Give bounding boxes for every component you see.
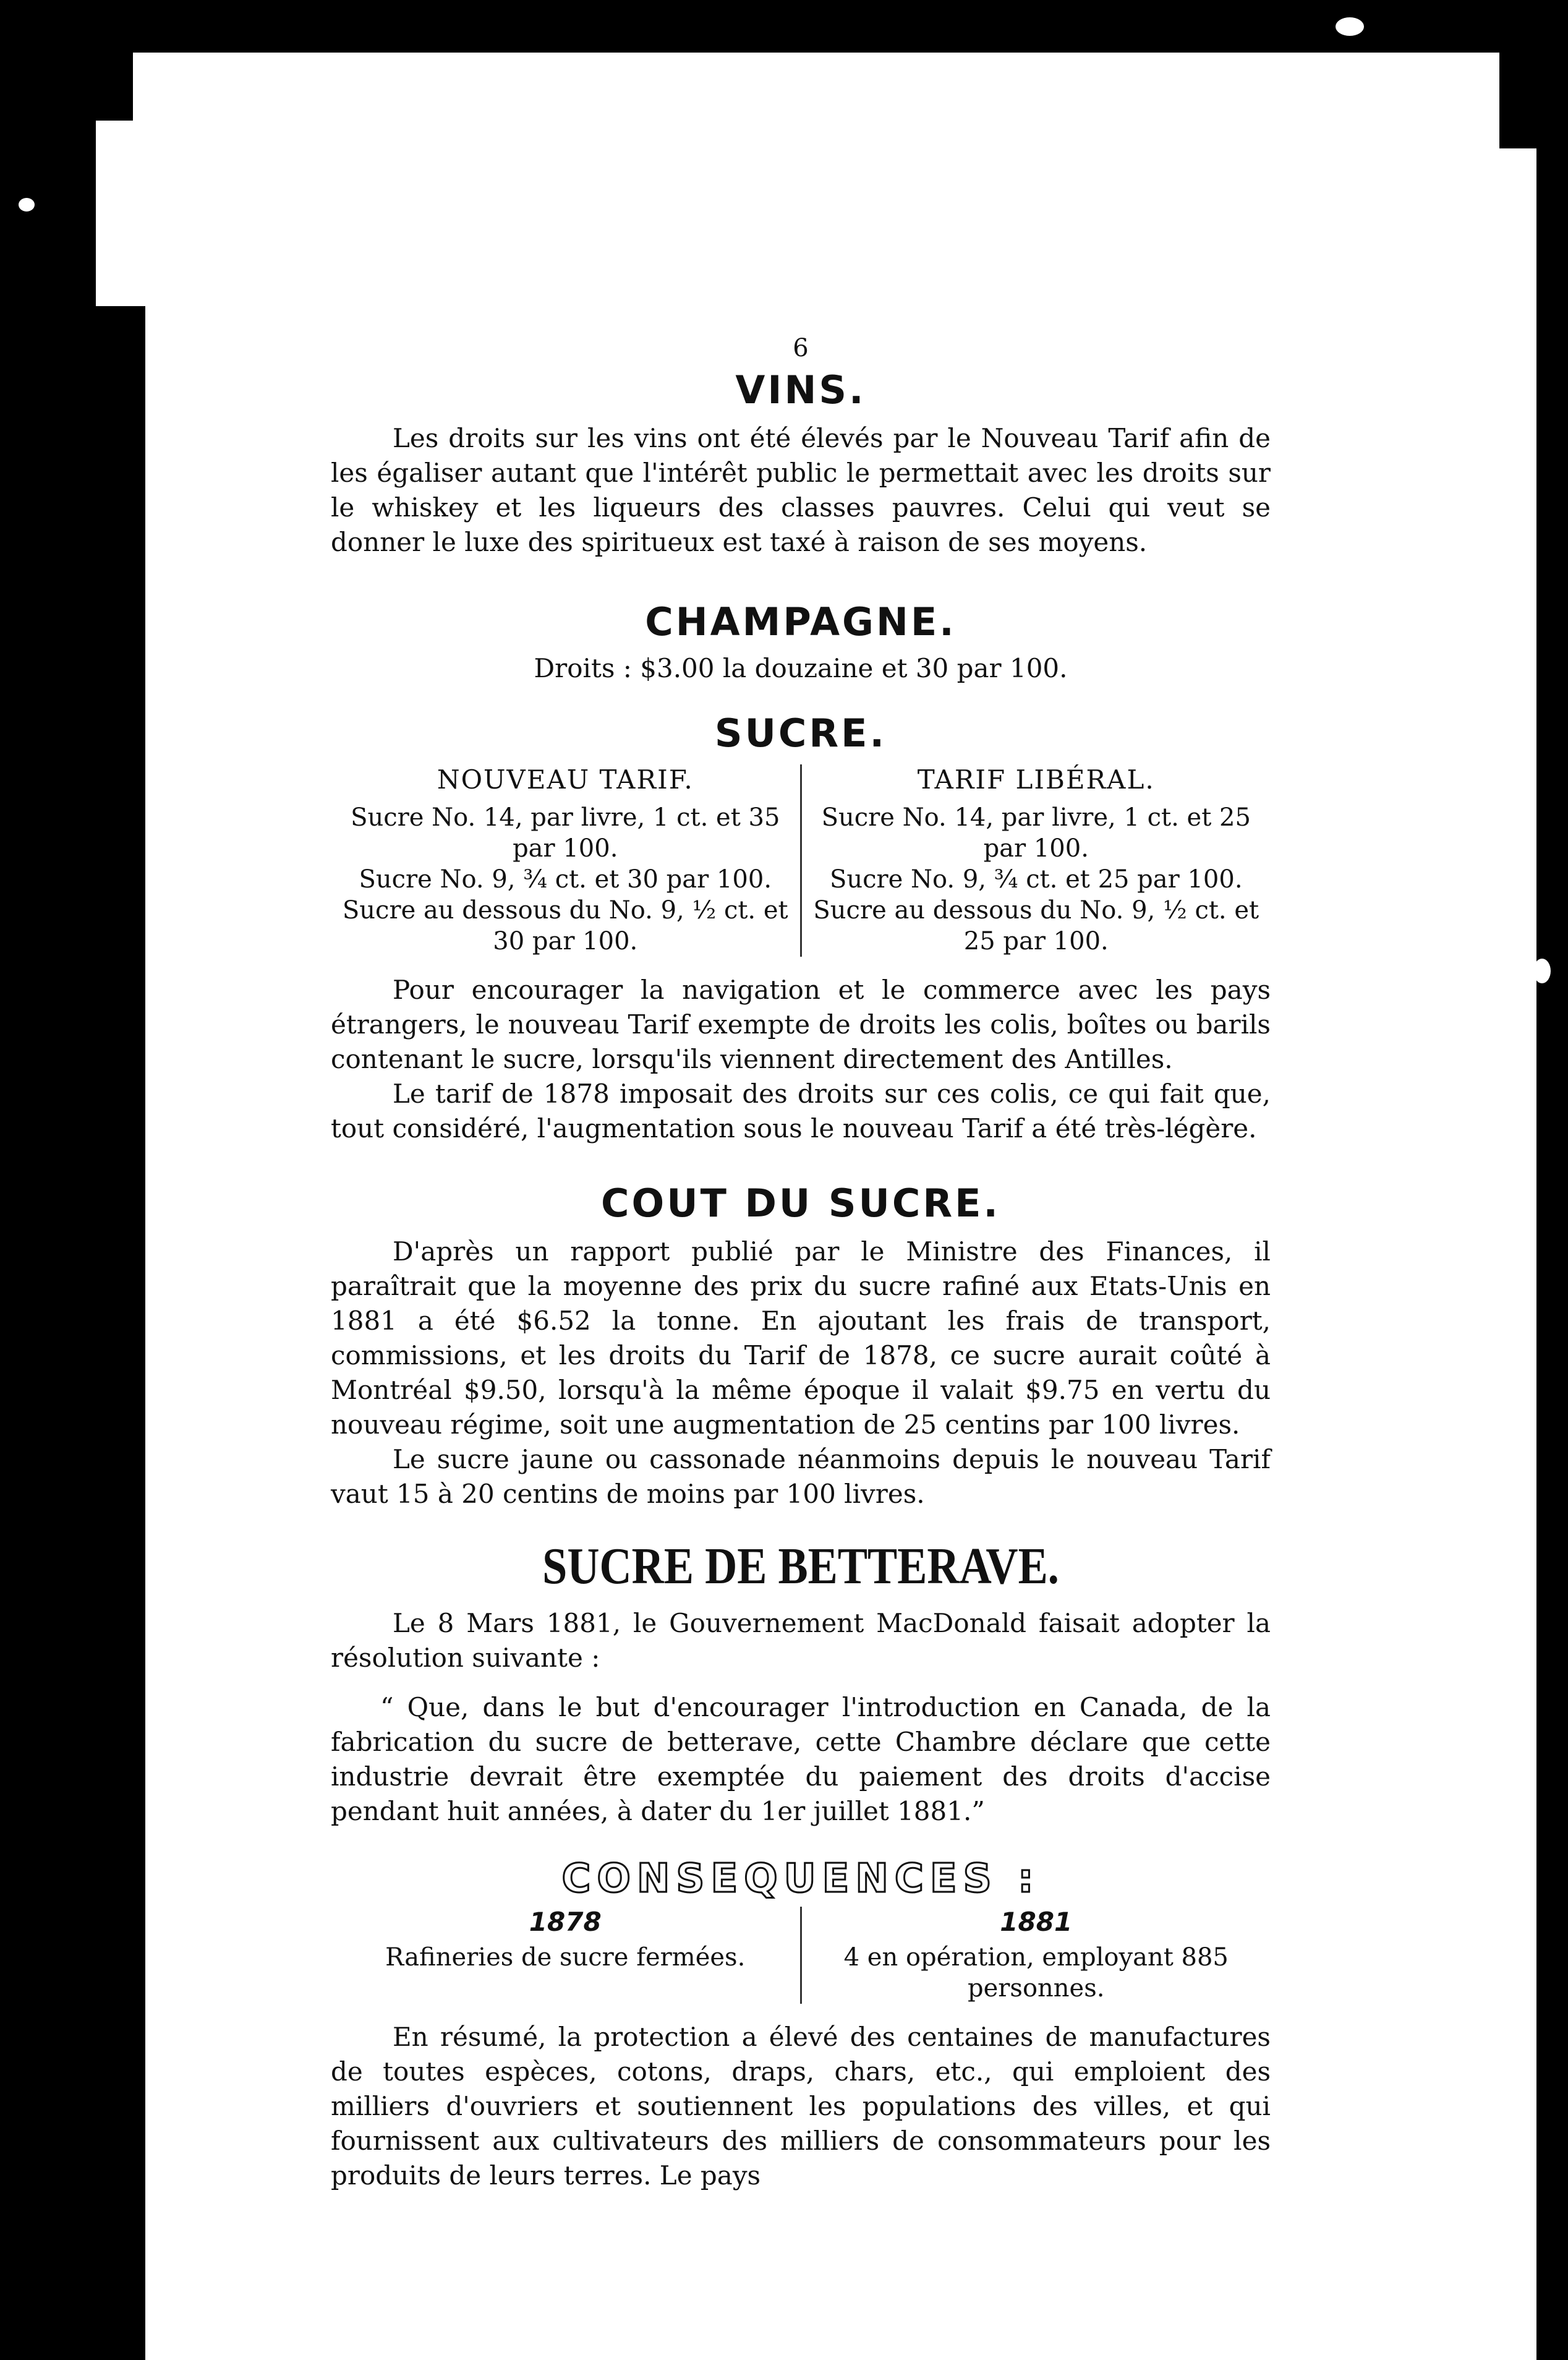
consequence-text: 4 en opération, employant 885 personnes. [843,1943,1229,2003]
scan-speck [1533,959,1551,983]
tariff-item: Sucre No. 14, par livre, 1 ct. et 25 par 100. [821,803,1251,863]
column-header: NOUVEAU TARIF. [437,764,694,795]
page-content [331,334,1271,2193]
betterave-paragraph: Le 8 Mars 1881, le Gouvernement MacDonald faisait adopter la résolution suivante : [331,1608,1271,1673]
resolution-quote: “ Que, dans le but d'encourager l'introduction en Canada, de la fabrication du sucre de betterave, cette Chambre déclare que cette industrie devrait être exemptée du paiement des droits d'accise pendant huit années, à dater du 1er juillet 1881.” [331,1692,1271,1826]
scan-speck [1336,17,1364,36]
tariff-comparison [331,764,1271,957]
consequences-comparison [331,1907,1271,2004]
sucre-paragraph: Pour encourager la navigation et le commerce avec les pays étrangers, le nouveau Tarif exempte de droits les colis, boîtes ou barils contenant le sucre, lorsqu'ils viennent directement des Antilles. [331,975,1271,1074]
vins-paragraph: Les droits sur les vins ont été élevés par le Nouveau Tarif afin de les égaliser autant que l'intérêt public le permettait avec les droits sur le whiskey et les liqueurs des classes pauvres. Celui qui veut se donner le luxe des spiritueux est taxé à raison de ses moyens. [331,423,1271,557]
tariff-column-liberal [802,764,1271,957]
year-label: 1881 [1000,1907,1073,1937]
cout-paragraph: Le sucre jaune ou cassonade néanmoins depuis le nouveau Tarif vaut 15 à 20 centins de moins par 100 livres. [331,1444,1271,1509]
consequence-column-1878 [331,1907,802,2004]
section-title-betterave: SUCRE DE BETTERAVE. [542,1537,1059,1595]
sucre-paragraph: Le tarif de 1878 imposait des droits sur ces colis, ce qui fait que, tout considéré, l'augmentation sous le nouveau Tarif a été très-légère. [331,1079,1271,1144]
section-title-sucre: SUCRE. [714,711,887,756]
section-title-vins: VINS. [735,367,866,413]
section-title-champagne: CHAMPAGNE. [645,599,957,644]
column-header: TARIF LIBÉRAL. [917,764,1155,795]
tariff-item: Sucre No. 9, ¾ ct. et 25 par 100. [829,865,1243,894]
cout-paragraph: D'après un rapport publié par le Ministre des Finances, il paraîtrait que la moyenne des prix du sucre rafiné aux Etats-Unis en 1881 a été $6.52 la tonne. En ajoutant les frais de transport, commissions, et les droits du Tarif de 1878, ce sucre aurait coûté à Montréal $9.50, lorsqu'à la même époque il valait $9.75 en vertu du nouveau régime, soit une augmentation de 25 centins par 100 livres. [331,1236,1271,1440]
tariff-column-nouveau [331,764,802,957]
consequence-column-1881 [802,1907,1271,2004]
champagne-duties: Droits : $3.00 la douzaine et 30 par 100. [534,653,1068,683]
tariff-item: Sucre No. 14, par livre, 1 ct. et 35 par 100. [351,803,780,863]
section-title-consequences: CONSEQUENCES : [561,1856,1040,1902]
page-number: 6 [793,334,809,362]
year-label: 1878 [529,1907,602,1937]
tariff-item: Sucre au dessous du No. 9, ½ ct. et 25 par 100. [813,896,1259,956]
summary-paragraph: En résumé, la protection a élevé des centaines de manufactures de toutes espèces, cotons, draps, chars, etc., qui emploient des milliers d'ouvriers et soutiennent les populations des villes, et qui fournissent aux cultivateurs des milliers de consommateurs pour les produits de leurs terres. Le pays [331,2022,1271,2191]
consequence-text: Rafineries de sucre fermées. [385,1943,746,1972]
tariff-item: Sucre au dessous du No. 9, ½ ct. et 30 par 100. [342,896,788,956]
scan-speck [19,198,35,212]
tariff-item: Sucre No. 9, ¾ ct. et 30 par 100. [359,865,772,894]
section-title-cout: COUT DU SUCRE. [601,1181,1000,1226]
